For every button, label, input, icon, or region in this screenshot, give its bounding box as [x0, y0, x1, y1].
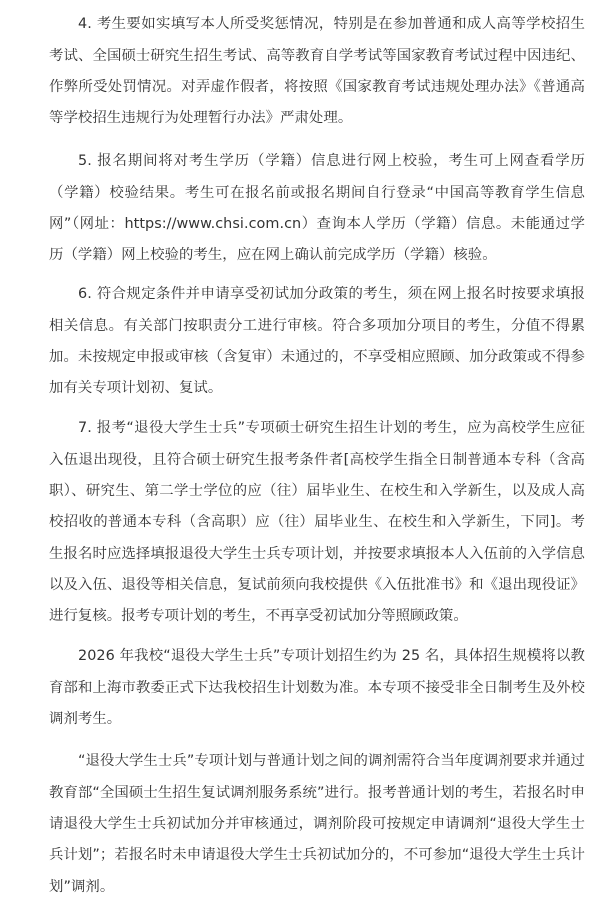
paragraph-transfer-rules: “退役大学生士兵”专项计划与普通计划之间的调剂需符合当年度调剂要求并通过教育部“全国硕士生招生复试调剂服务系统”进行。报考普通计划的考生，若报名时申请退役大学生士兵初试加分并审核通过，调剂阶段可按规定申请调剂“退役大学生士兵计划”；若报名时未申请退役大学生士兵初试加分的，不可参加“退役大学生士兵计划”调剂。 [49, 753, 585, 895]
paragraph-2026-quota: 2026 年我校“退役大学生士兵”专项计划招生约为 25 名，具体招生规模将以教育部和上海市教委正式下达我校招生计划数为准。本专项不接受非全日制考生及外校调剂考生。 [49, 648, 585, 727]
paragraph-4-rewards-punishments: 4. 考生要如实填写本人所受奖惩情况，特别是在参加普通和成人高等学校招生考试、全国硕士研究生招生考试、高等教育自学考试等国家教育考试过程中因违纪、作弊所受处罚情况。对弄虚作假者，将按照《国家教育考试违规处理办法》《普通高等学校招生违规行为处理暂行办法》严肃处理。 [49, 16, 585, 127]
paragraph-6-bonus-policy: 6. 符合规定条件并申请享受初试加分政策的考生，须在网上报名时按要求填报相关信息。有关部门按职责分工进行审核。符合多项加分项目的考生，分值不得累加。未按规定申报或审核（含复审）未通过的，不享受相应照顾、加分政策或不得参加有关专项计划初、复试。 [49, 286, 585, 397]
paragraph-5-education-verification: 5. 报名期间将对考生学历（学籍）信息进行网上校验，考生可上网查看学历（学籍）校验结果。考生可在报名前或报名期间自行登录“中国高等教育学生信息网”（网址：https://www.chsi.com.cn）查询本人学历（学籍）信息。未能通过学历（学籍）网上校验的考生，应在网上确认前完成学历（学籍）核验。 [49, 153, 585, 264]
paragraph-7-veteran-plan: 7. 报考“退役大学生士兵”专项硕士研究生招生计划的考生，应为高校学生应征入伍退出现役，且符合硕士研究生报考条件者[高校学生指全日制普通本专科（含高职）、研究生、第二学士学位的应（往）届毕业生、在校生和入学新生，以及成人高校招收的普通本专科（含高职）应（往）届毕业生、在校生和入学新生，下同]。考生报名时应选择填报退役大学生士兵专项计划，并按要求填报本人入伍前的入学信息以及入伍、退役等相关信息，复试前须向我校提供《入伍批准书》和《退出现役证》进行复核。报考专项计划的考生，不再享受初试加分等照顾政策。 [49, 420, 585, 625]
